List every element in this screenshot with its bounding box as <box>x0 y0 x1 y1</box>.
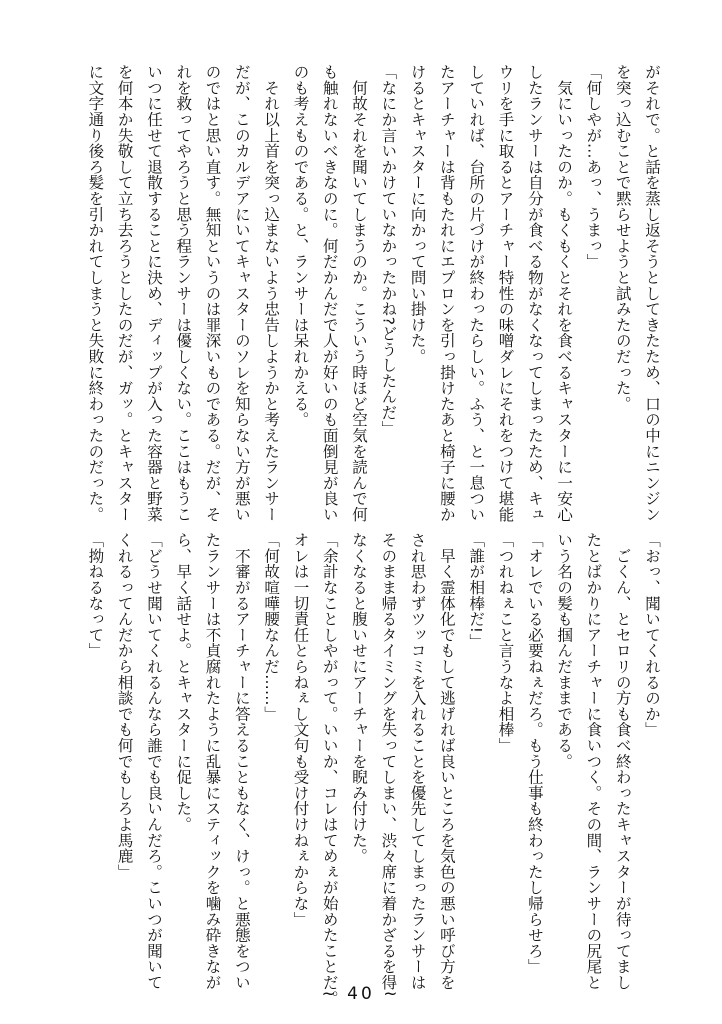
text-line: 「なにか言いかけていなかったかね?どうしたんだ」 <box>379 64 398 436</box>
text-line: 「おっ、聞いてくれるのか」 <box>643 532 661 738</box>
text-line: れを救ってやろうと思う程ランサーは優しくない。ここはもうこ <box>174 64 193 523</box>
text-line: 早く霊体化でもして逃げれば良いところを気色の悪い呼び方を <box>437 532 456 991</box>
text-line: していれば、台所の片づけが終わったらしい。ふう、と一息つい <box>467 64 486 523</box>
text-line: がそれで。と話を蒸し返そうとしてきたため、口の中にニンジン <box>643 64 661 523</box>
text-line: 不審がるアーチャーに答えることもなく、けっ。と悪態をつい <box>232 532 251 991</box>
top-text-block <box>80 64 666 523</box>
text-line: ら、早く話せよ。とキャスターに促した。 <box>174 532 193 833</box>
text-line: 「誰が相棒だ!」 <box>467 532 486 650</box>
text-line: なくなると腹いせにアーチャーを睨み付けた。 <box>350 532 369 864</box>
text-line: たアーチャーは背もたれにエプロンを引っ掛けたあと椅子に腰か <box>437 64 456 523</box>
text-line: いつに任せて退散することに決め、ディップが入った容器と野菜 <box>144 64 163 523</box>
text-line: 「どうせ聞いてくれるんなら誰でも良いんだろ。こいつが聞いて <box>144 532 163 991</box>
text-line: ウリを手に取るとアーチャー特性の味噌ダレにそれをつけて堪能 <box>496 64 515 523</box>
text-line: それ以上首を突っ込まないよう忠告しようかと考えたランサー <box>262 64 281 523</box>
text-line: ごくん、とセロリの方も食べ終わったキャスターが待ってまし <box>613 532 632 991</box>
text-line: 気にいったのか。もくもくとそれを食べるキャスターに一安心 <box>555 64 574 523</box>
text-line: けるとキャスターに向かって問い掛けた。 <box>408 64 427 365</box>
text-line: のではと思い直す。無知というのは罪深いものである。だが、そ <box>203 64 222 523</box>
page-number: ~ 40 ~ <box>321 984 401 1004</box>
text-line: 「オレでいる必要ねぇだろ。もう仕事も終わったし帰らせろ」 <box>525 532 544 975</box>
text-line: 「つれねぇこと言うなよ相棒」 <box>496 532 515 754</box>
text-line: 何故それを聞いてしまうのか。こういう時ほど空気を読んで何 <box>350 64 369 523</box>
text-line: も触れないべきなのに。何だかんだで人が好いのも面倒見が良い <box>320 64 339 523</box>
text-line: たとばかりにアーチャーに食いつく。その間、ランサーの尻尾と <box>584 532 603 991</box>
text-line: くれるってんだから相談でも何でもしろよ馬鹿」 <box>115 532 134 880</box>
text-line: に文字通り後ろ髪を引かれてしまうと失敗に終わったのだった。 <box>86 64 105 523</box>
text-line: 「拗ねるなって」 <box>86 532 105 659</box>
text-line: 「何故喧嘩腰なんだ……」 <box>262 532 281 722</box>
text-line: 「何しやが…あっ、うまっ」 <box>584 64 603 270</box>
text-line: のも考えものである。と、ランサーは呆れかえる。 <box>291 64 310 428</box>
text-line: したランサーは自分が食べる物がなくなってしまったため、キュ <box>525 64 544 523</box>
text-line: 「余計なことしやがって。いいか、コレはてめぇが始めたことだ。 <box>320 532 339 1006</box>
text-line: たランサーは不貞腐れたように乱暴にスティックを噛み砕きなが <box>203 532 222 991</box>
text-line: オレは一切責任とらねぇし文句も受け付けねぇからな」 <box>291 532 310 927</box>
text-line: され思わずツッコミを入れることを優先してしまったランサーは <box>408 532 427 991</box>
text-line: そのまま帰るタイミングを失ってしまい、渋々席に着かざるを得 <box>379 532 398 991</box>
text-line: だが、このカルデアにいてキャスターのソレを知らない方が悪い <box>232 64 251 523</box>
text-line: を突っ込むことで黙らせようと試みたのだった。 <box>613 64 632 412</box>
text-line: を何本か失敬して立ち去ろうとしたのだが、ガッ。とキャスター <box>115 64 134 523</box>
text-line: いう名の髪も掴んだままである。 <box>555 532 574 769</box>
